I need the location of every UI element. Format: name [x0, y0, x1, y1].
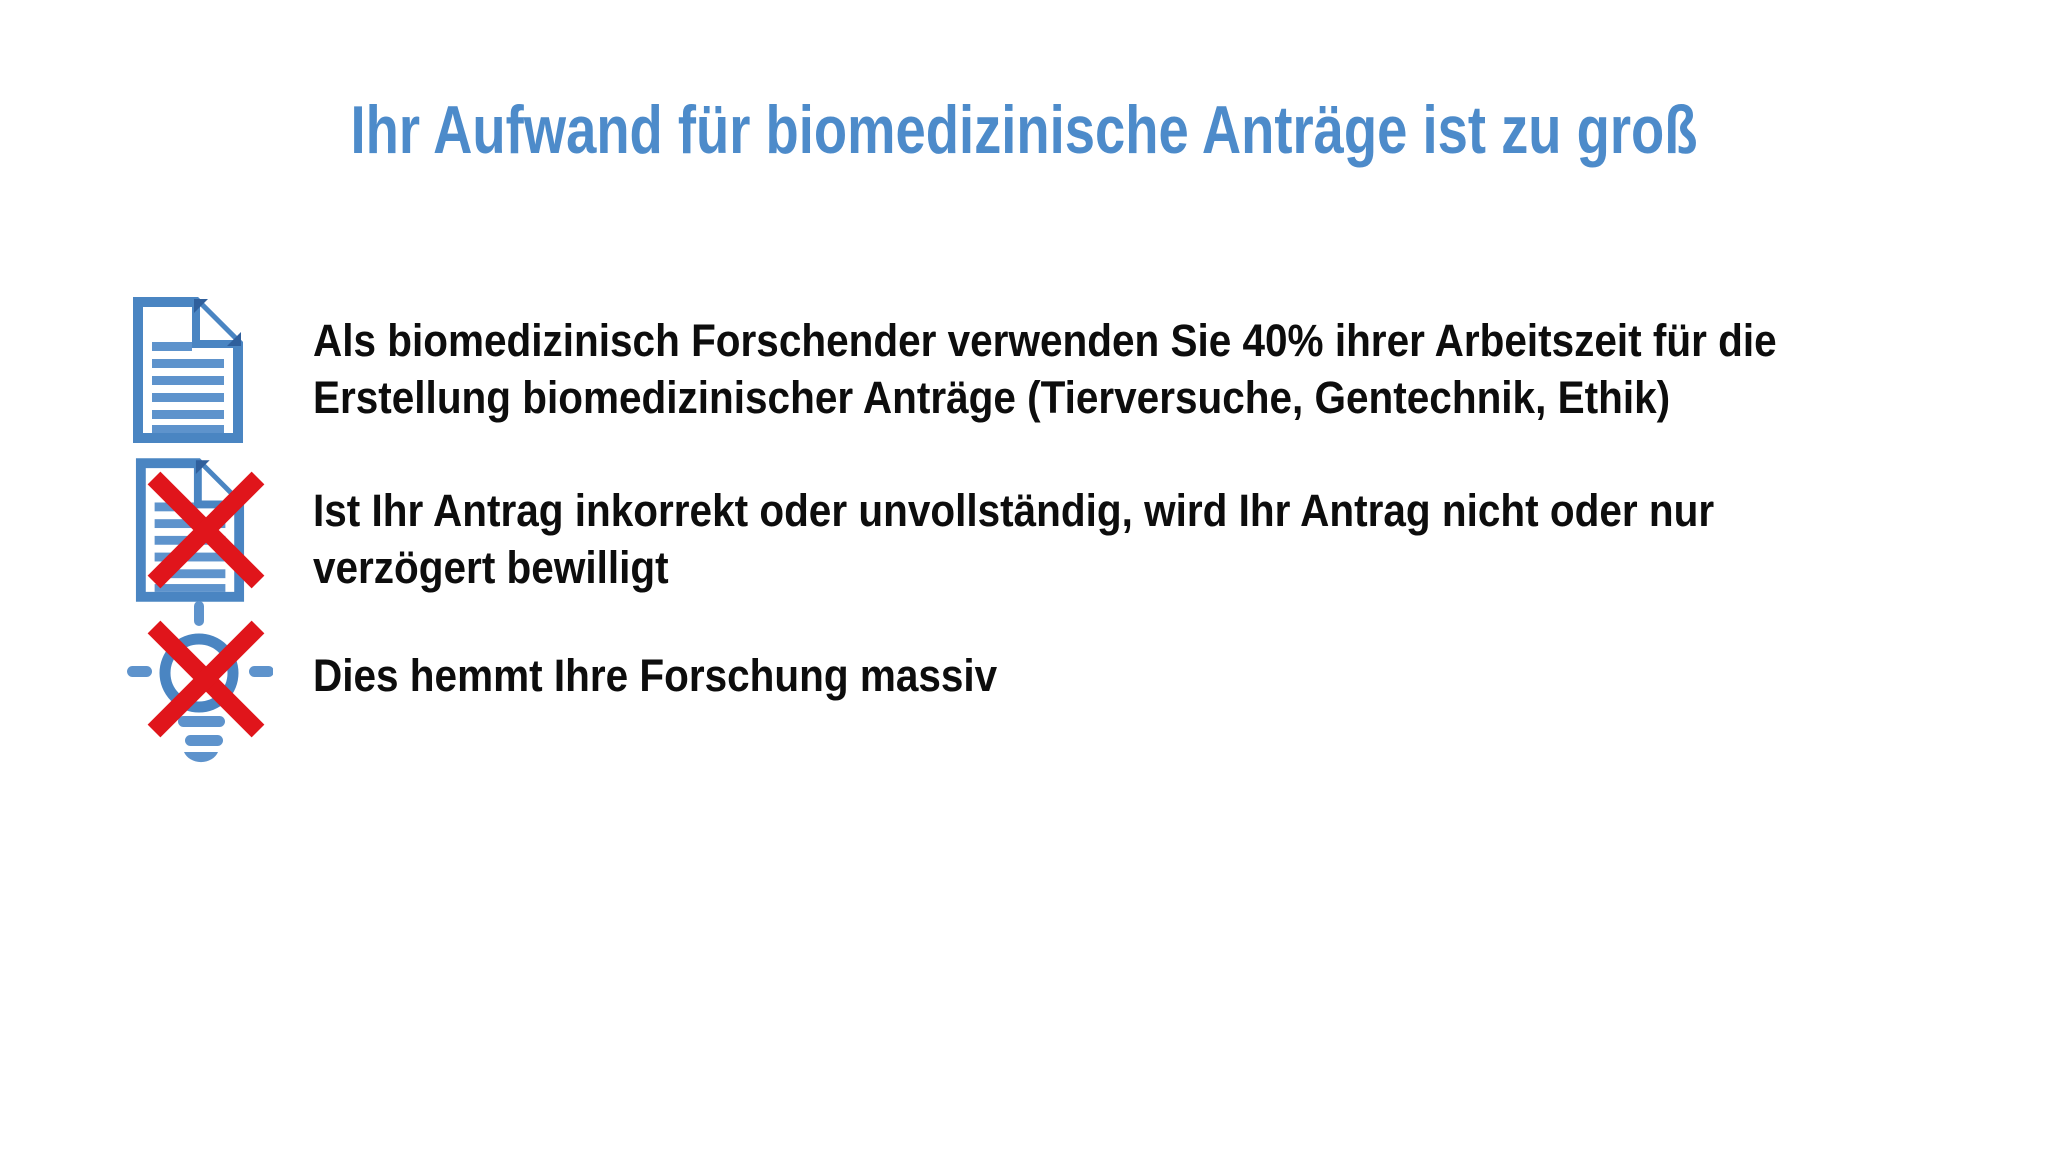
slide-title: Ihr Aufwand für biomedizinische Anträge ist zu groß [350, 92, 1698, 168]
red-cross-icon [147, 620, 265, 738]
lightbulb-crossed-out-icon [123, 596, 273, 788]
bullet-1-line-1: Als biomedizinisch Forschender verwenden Sie 40% ihrer Arbeitszeit für die [313, 315, 1777, 366]
red-cross-icon [147, 471, 265, 589]
bullet-2-line-1: Ist Ihr Antrag inkorrekt oder unvollständig, wird Ihr Antrag nicht oder nur [313, 485, 1715, 536]
bullet-1-text [313, 312, 1777, 426]
bullet-1-line-2: Erstellung biomedizinischer Anträge (Tierversuche, Gentechnik, Ethik) [313, 372, 1671, 423]
document-icon-graphic [130, 296, 246, 444]
bullet-3-text [313, 647, 997, 704]
bullet-2-line-2: verzögert bewilligt [313, 542, 669, 593]
bullet-3-line-1: Dies hemmt Ihre Forschung massiv [313, 650, 998, 701]
bullet-2-text [313, 482, 1714, 596]
document-crossed-out-icon [133, 455, 273, 605]
document-icon [130, 296, 246, 444]
